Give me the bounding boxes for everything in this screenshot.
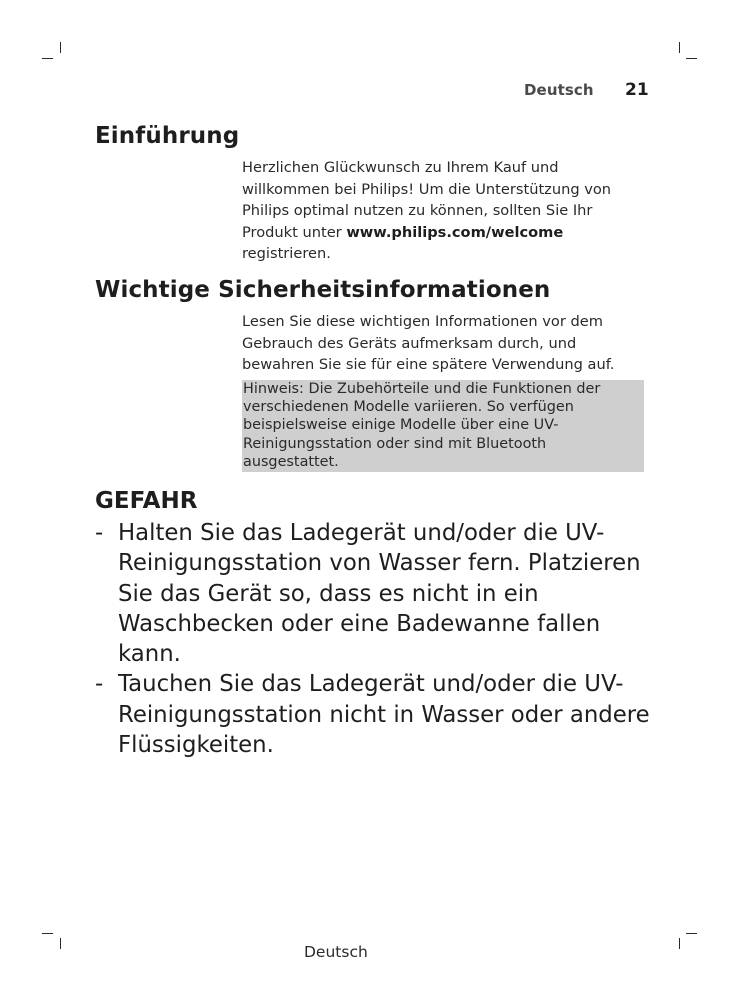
footer-language: Deutsch bbox=[304, 943, 368, 961]
crop-mark bbox=[42, 58, 53, 59]
crop-mark bbox=[60, 42, 61, 53]
list-item bbox=[95, 518, 655, 669]
list-item-text: Tauchen Sie das Ladegerät und/oder die UV-Reinigungsstation nicht in Wasser oder andere Flüssigkeiten. bbox=[118, 671, 650, 759]
list-dash: - bbox=[95, 671, 104, 698]
intro-text-end: registrieren. bbox=[242, 245, 331, 262]
danger-list bbox=[95, 518, 655, 760]
crop-mark bbox=[42, 933, 53, 934]
list-dash: - bbox=[95, 520, 104, 546]
list-item bbox=[95, 669, 655, 760]
danger-heading: GEFAHR bbox=[95, 488, 198, 514]
crop-mark bbox=[60, 938, 61, 949]
list-item-text: Halten Sie das Ladegerät und/oder die UV-Reinigungsstation von Wasser fern. Platzieren Sie das Gerät so, dass es nicht in ein Waschbecken oder eine Badewanne fallen kann. bbox=[118, 520, 641, 668]
intro-heading: Einführung bbox=[95, 123, 240, 149]
page-number: 21 bbox=[625, 80, 649, 100]
running-head: Deutsch bbox=[524, 81, 594, 99]
crop-mark bbox=[686, 58, 697, 59]
intro-paragraph bbox=[242, 157, 644, 265]
crop-mark bbox=[679, 938, 680, 949]
crop-mark bbox=[686, 933, 697, 934]
intro-text: Herzlichen Glückwunsch zu Ihrem Kauf und willkommen bei Philips! Um die Unterstützung von Philips optimal nutzen zu können, sollten Sie Ihr Produkt unter bbox=[242, 159, 612, 241]
website-link[interactable]: www.philips.com/welcome bbox=[346, 223, 564, 241]
safety-paragraph: Lesen Sie diese wichtigen Informationen vor dem Gebrauch des Geräts aufmerksam durch, und bewahren Sie sie für eine spätere Verwendung auf. bbox=[242, 313, 615, 373]
safety-heading: Wichtige Sicherheitsinformationen bbox=[95, 277, 551, 303]
crop-mark bbox=[679, 42, 680, 53]
note-box: Hinweis: Die Zubehörteile und die Funktionen der verschiedenen Modelle variieren. So verfügen beispielsweise einige Modelle über eine UV-Reinigungsstation oder sind mit Bluetooth ausgestattet. bbox=[242, 380, 644, 472]
